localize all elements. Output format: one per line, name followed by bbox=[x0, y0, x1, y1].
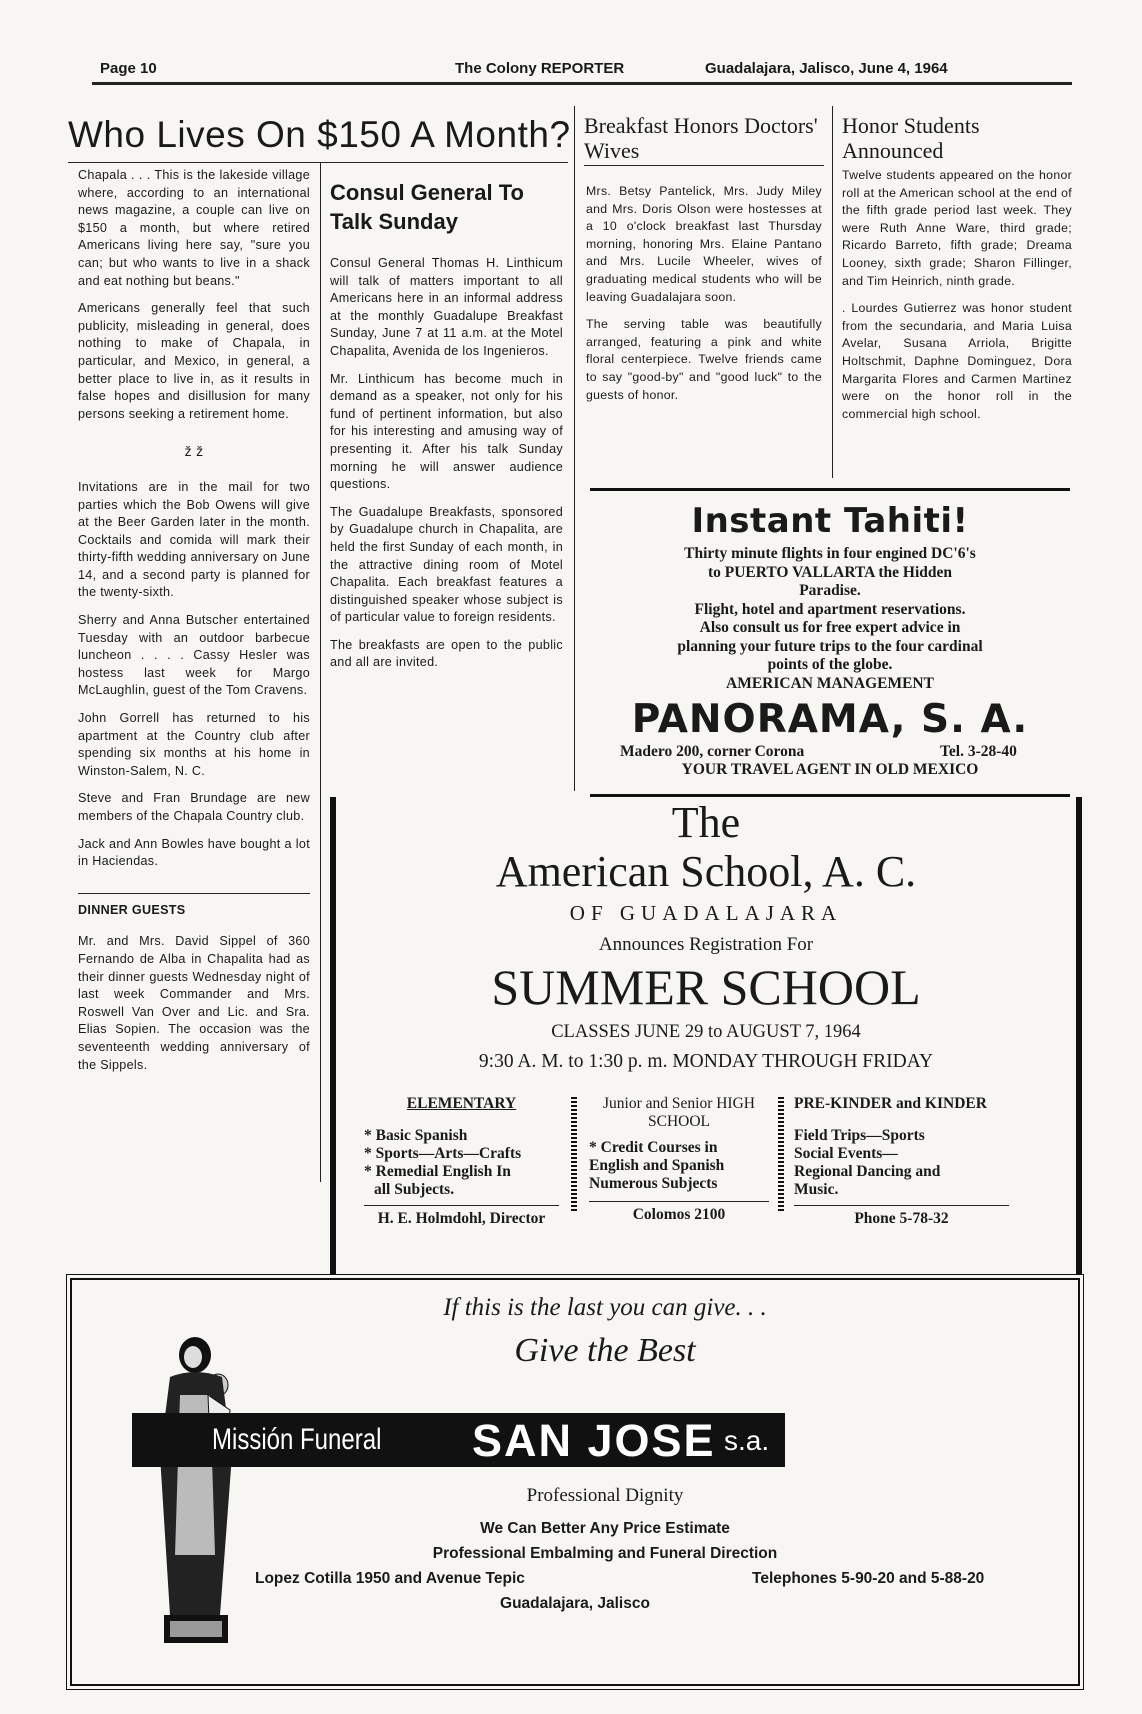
section-divider: ž ž bbox=[184, 443, 204, 460]
paragraph: Mr. and Mrs. David Sippel of 360 Fernando de Alba in Chapalita had as their dinner guests Wednesday night of last week Commander and Mrs. Roswell Van Over and Lic. and Sra. Elias Sopien. The occasion was the seventeenth wedding anniversary of the Sippels. bbox=[78, 934, 310, 1072]
funeral-address: Lopez Cotilla 1950 and Avenue Tepic bbox=[255, 1570, 525, 1587]
funeral-estimate: We Can Better Any Price Estimate bbox=[480, 1520, 730, 1537]
breakfast-headline: Breakfast Honors Doctors' Wives bbox=[584, 113, 818, 163]
tahiti-ad bbox=[590, 488, 1070, 797]
panorama-phone: Tel. 3-28-40 bbox=[940, 743, 1017, 760]
school-phone: Phone 5-78-32 bbox=[794, 1205, 1009, 1228]
paragraph: The Guadalupe Breakfasts, sponsored by Guadalupe church in Chapalita, are held the first Sunday of each month, in the attractive dining room of Motel Chapalita. Each breakfast features a distinguished speaker whose subject is of particular value to foreign residents. bbox=[330, 504, 563, 625]
consul-body bbox=[330, 255, 563, 682]
highschool-heading: Junior and Senior HIGH SCHOOL bbox=[603, 1095, 755, 1130]
headline-rule bbox=[584, 165, 824, 166]
school-announces: Announces Registration For bbox=[598, 934, 814, 955]
paragraph: The serving table was beautifully arranged, featuring a pink and white floral centerpiece. Twelve friends came to say "good-by" and "good luck" to the guests of honor. bbox=[586, 317, 822, 402]
paragraph: Americans generally feel that such publicity, misleading in general, does nothing to make of Chapala, in particular, and Mexico, in general, a better place to live in, as it results in false hopes and disillusion for many persons seeking a retirement home. bbox=[78, 301, 310, 421]
banner-san-jose: SAN JOSE bbox=[472, 1415, 716, 1466]
funeral-banner bbox=[132, 1413, 785, 1467]
school-the: The bbox=[671, 798, 741, 847]
column-rule bbox=[574, 106, 575, 791]
kinder-column: PRE-KINDER and KINDER Field Trips—Sports Social Events— Regional Dancing and Music. Phone 5-78-32 bbox=[794, 1095, 1009, 1228]
school-director: H. E. Holmdohl, Director bbox=[364, 1205, 559, 1228]
highschool-column: Junior and Senior HIGH SCHOOL * Credit Courses in English and Spanish Numerous Subjects Colomos 2100 bbox=[589, 1095, 769, 1224]
funeral-phones: Telephones 5-90-20 and 5-88-20 bbox=[752, 1570, 985, 1587]
american-school-ad bbox=[330, 797, 1082, 1274]
column-divider bbox=[778, 1097, 784, 1213]
funeral-city: Guadalajara, Jalisco bbox=[500, 1595, 650, 1612]
paragraph: . Lourdes Gutierrez was honor student from the secundaria, and Maria Luisa Avelar, Susana Arriola, Brigitte Holtschmit, Daphne Dominguez, Dora Margarita Flores and Carmen Martinez were on the honor roll in the commercial high school. bbox=[842, 301, 1072, 421]
paragraph: Chapala . . . This is the lakeside village where, according to an international news magazine, a couple can live on $150 a month, but where retired Americans living here say, "sure you can; but who wants to live in a shack and eat nothing but beans." bbox=[78, 168, 310, 288]
breakfast-body bbox=[586, 183, 822, 414]
paragraph: Mrs. Betsy Pantelick, Mrs. Judy Miley and Mrs. Doris Olson were hostesses at a 10 o'clock breakfast last Thursday morning, honoring Mrs. Elaine Pantano and Mrs. Lucile Wheeler, wives of graduating medical students who will be leaving Guadalajara soon. bbox=[586, 184, 822, 304]
honor-body bbox=[842, 167, 1072, 433]
elementary-heading: ELEMENTARY bbox=[406, 1095, 517, 1112]
summer-school: SUMMER SCHOOL bbox=[491, 959, 921, 1015]
funeral-ad bbox=[70, 1278, 1080, 1686]
paragraph: Jack and Ann Bowles have bought a lot in Haciendas. bbox=[78, 836, 310, 869]
funeral-line2: Give the Best bbox=[514, 1332, 696, 1369]
paragraph: Consul General Thomas H. Linthicum will talk of matters important to all Americans here in an informal address at the monthly Guadalupe Breakfast Sunday, June 7 at 11 a.m. at the Motel Chapalita, Avenida de los Ingenieros. bbox=[330, 256, 563, 358]
consul-headline: Consul General To Talk Sunday bbox=[330, 180, 524, 234]
newspaper-name: The Colony REPORTER bbox=[455, 60, 625, 77]
honor-headline: Honor Students Announced bbox=[842, 113, 980, 163]
panorama-address: Madero 200, corner Corona bbox=[620, 743, 805, 760]
header-rule bbox=[92, 82, 1072, 85]
headline-rule bbox=[68, 162, 568, 163]
paragraph: Mr. Linthicum has become much in demand as a speaker, not only for his fund of pertinent information, but also for his interesting and amusing way of presenting it. After his talk Sunday morning he will answer audience questions. bbox=[330, 371, 563, 492]
column-rule bbox=[832, 106, 833, 478]
kinder-heading: PRE-KINDER and KINDER bbox=[794, 1095, 987, 1112]
column-divider bbox=[571, 1097, 577, 1213]
banner-mission: Missión Funeral bbox=[212, 1423, 382, 1456]
school-address: Colomos 2100 bbox=[589, 1201, 769, 1224]
tahiti-copy: Thirty minute flights in four engined DC'6's to PUERTO VALLARTA the Hidden Paradise. Flight, hotel and apartment reservations. Also consult us for free expert advice in planning your future trips to the four cardinal points of the globe. AMERICAN MANAGEMENT bbox=[677, 545, 983, 692]
funeral-service: Professional Embalming and Funeral Direction bbox=[432, 1545, 778, 1562]
headline-150-a-month: Who Lives On $150 A Month? bbox=[68, 114, 571, 155]
school-city: OF GUADALAJARA bbox=[569, 901, 843, 925]
school-dates: CLASSES JUNE 29 to AUGUST 7, 1964 bbox=[551, 1022, 861, 1042]
paragraph: The breakfasts are open to the public and all are invited. bbox=[330, 637, 563, 670]
paragraph: Twelve students appeared on the honor roll at the American school at the end of the fifth grade period last week. They were Ruth Anne Ware, third grade; Ricardo Barreto, fifth grade; Dreama Looney, sixth grade; Sharon Fillinger, and Tim Heinrich, ninth grade. bbox=[842, 168, 1072, 288]
paragraph: Steve and Fran Brundage are new members of the Chapala Country club. bbox=[78, 791, 310, 823]
column-rule bbox=[320, 162, 321, 1182]
article-150-body bbox=[78, 167, 310, 1084]
paragraph: Invitations are in the mail for two parties which the Bob Owens will give at the Beer Garden later in the month. Cocktails and comida will mark their thirty-fifth wedding anniversary on June 14, and a second party is planned for the twenty-sixth. bbox=[78, 479, 310, 600]
banner-sa: s.a. bbox=[724, 1425, 770, 1456]
funeral-line1: If this is the last you can give. . . bbox=[443, 1294, 767, 1321]
paragraph: John Gorrell has returned to his apartment at the Country club after spending six months at his home in Winston-Salem, N. C. bbox=[78, 711, 310, 778]
school-hours: 9:30 A. M. to 1:30 p. m. MONDAY THROUGH FRIDAY bbox=[478, 1051, 934, 1072]
dinner-guests-heading: DINNER GUESTS bbox=[78, 902, 186, 917]
panorama-name: PANORAMA, S. A. bbox=[631, 697, 1029, 742]
dateline: Guadalajara, Jalisco, June 4, 1964 bbox=[705, 60, 948, 77]
page-number: Page 10 bbox=[100, 60, 157, 77]
school-name: American School, A. C. bbox=[495, 847, 917, 896]
elementary-column: ELEMENTARY * Basic Spanish * Sports—Arts—Crafts * Remedial English In all Subjects. H. E. Holmdohl, Director bbox=[364, 1095, 559, 1228]
paragraph: Sherry and Anna Butscher entertained Tuesday with an outdoor barbecue luncheon . . . . Cassy Hesler was hostess last week for Margo McLaughlin, guest of the Tom Cravens. bbox=[78, 613, 310, 698]
tahiti-title: Instant Tahiti! bbox=[691, 501, 969, 541]
panorama-tagline: YOUR TRAVEL AGENT IN OLD MEXICO bbox=[681, 761, 979, 778]
funeral-dignity: Professional Dignity bbox=[526, 1485, 684, 1506]
